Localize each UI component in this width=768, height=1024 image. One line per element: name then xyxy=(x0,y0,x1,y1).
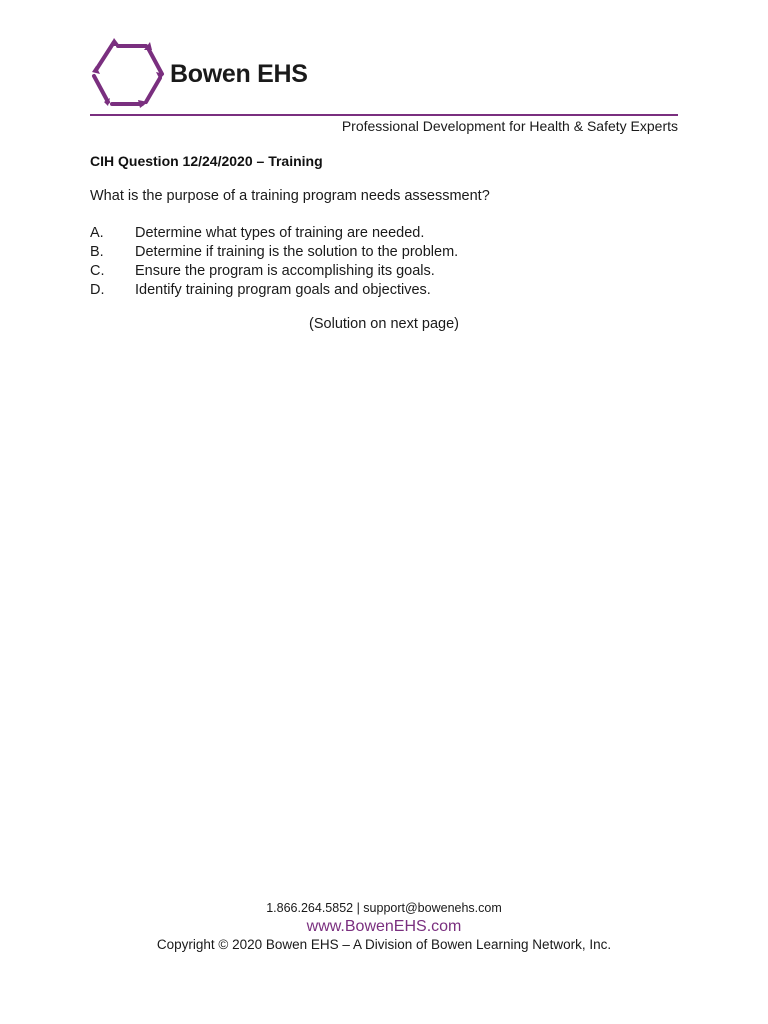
brand-name: Bowen EHS xyxy=(170,59,308,88)
solution-note: (Solution on next page) xyxy=(309,316,459,332)
question-title: CIH Question 12/24/2020 – Training xyxy=(90,153,323,169)
page-footer xyxy=(0,900,768,954)
choice-letter: D. xyxy=(90,282,105,298)
choice-letter: C. xyxy=(90,263,105,279)
choice-text: Determine if training is the solution to the problem. xyxy=(135,244,459,260)
choice-text: Determine what types of training are needed. xyxy=(135,225,425,241)
choice-letter: B. xyxy=(90,244,104,260)
answer-choice xyxy=(90,243,458,262)
answer-choice xyxy=(90,262,458,281)
header-divider xyxy=(90,114,678,116)
question-text: What is the purpose of a training program needs assessment? xyxy=(90,188,490,204)
footer-copyright: Copyright © 2020 Bowen EHS – A Division of Bowen Learning Network, Inc. xyxy=(156,937,612,952)
footer-website-link[interactable]: www.BowenEHS.com xyxy=(306,918,462,935)
answer-choice xyxy=(90,224,458,243)
brand-logo xyxy=(90,34,316,114)
choice-letter: A. xyxy=(90,225,104,241)
answer-choice xyxy=(90,281,458,300)
tagline: Professional Development for Health & Safety Experts xyxy=(341,118,678,134)
answer-choices xyxy=(90,224,458,300)
choice-text: Identify training program goals and objectives. xyxy=(135,282,431,298)
hexagon-arrows-icon xyxy=(90,36,166,112)
footer-contact: 1.866.264.5852 | support@bowenehs.com xyxy=(266,901,502,915)
choice-text: Ensure the program is accomplishing its goals. xyxy=(135,263,435,279)
